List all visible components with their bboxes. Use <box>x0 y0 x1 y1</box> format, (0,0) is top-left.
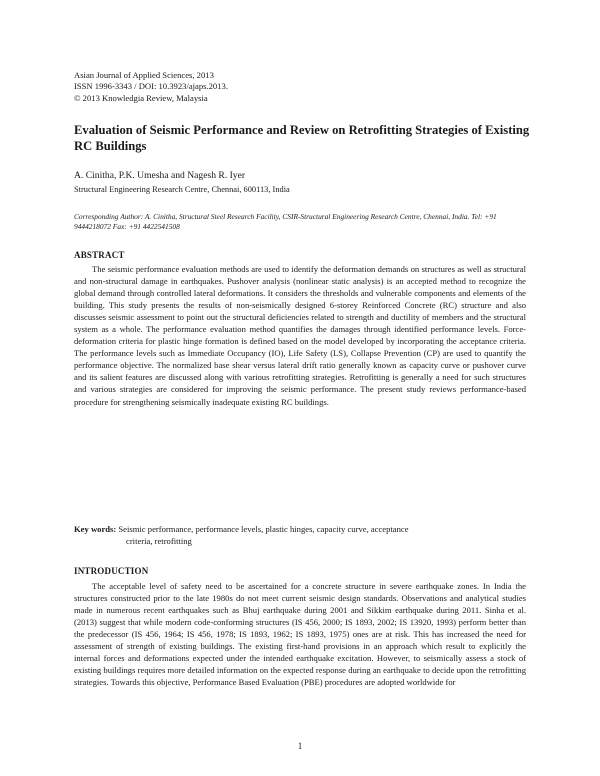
introduction-text: The acceptable level of safety need to be ascertained for a concrete structure in severe earthquake zones. In India the structures constructed prior to the late 1980s do not meet current seismic design standards. Observations and analytical studies made in numerous recent earthquakes such as Bhuj earthquake during 2001 and Sikkim earthquake during 2011. Sinha et al. (2013) suggest that while modern code-conforming structures (IS 456, 2000; IS 1893, 2002; IS 13920, 1993) perform better than the predecessor (IS 456, 1964; IS 456, 1978; IS 1893, 1962; IS 1893, 1975) ones are at risk. This has increased the need for assessment of strength of existing buildings. The existing first-hand provisions in an approach which result to explicitly the internal forces and deformations expected under the intended earthquake excitation. However, to seismically assess a stock of existing buildings requires more detailed information on the expected response during an earthquake to decide upon the retrofitting strategies. Towards this objective, Performance Based Evaluation (PBE) procedures are adopted worldwide for <box>74 581 526 688</box>
journal-header <box>74 70 228 104</box>
journal-name: Asian Journal of Applied Sciences, 2013 <box>74 70 214 80</box>
copyright: © 2013 Knowledgia Review, Malaysia <box>74 92 208 103</box>
page-number: 1 <box>297 741 303 751</box>
keywords-text-cont: criteria, retrofitting <box>126 536 192 546</box>
issn-doi: ISSN 1996-3343 / DOI: 10.3923/ajaps.2013. <box>74 81 228 92</box>
keywords <box>74 523 526 547</box>
paper-title: Evaluation of Seismic Performance and Review on Retrofitting Strategies of Existing RC Buildings <box>74 123 530 153</box>
introduction-heading: INTRODUCTION <box>74 566 149 576</box>
affiliation: Structural Engineering Research Centre, Chennai, 600113, India <box>74 185 290 194</box>
authors: A. Cinitha, P.K. Umesha and Nagesh R. Iyer <box>74 170 246 181</box>
keywords-label: Key words: <box>74 524 117 534</box>
corresponding-author: Corresponding Author: A. Cinitha, Structural Steel Research Facility, CSIR-Structural Engineering Research Centre, Chennai, India. Tel: +91 9444218072 Fax: +91 4422541508 <box>74 212 497 232</box>
abstract-text: The seismic performance evaluation methods are used to identify the deformation demands on structures as well as structural and non-structural damage in earthquakes. Pushover analysis (nonlinear static analysis) is an accepted method to recognize the global demand through controlled lateral deformations. It considers the thresholds and vulnerable components and elements of the building. This study presents the results of non-seismically designed 6-storey Reinforced Concrete (RC) structure and also discusses seismic assessment to point out the structural deficiencies related to strength and ductility of members and the structural system as a whole. The performance evaluation method quantifies the damages through identified performance levels. Force-deformation criteria for plastic hinge formation is defined based on the model developed by incorporating the acceptance criteria. The performance levels such as Immediate Occupancy (IO), Life Safety (LS), Collapse Prevention (CP) are used to quantify the performance objective. The normalized base shear versus lateral drift ratio generally known as capacity curve or pushover curve and its salient features are discussed along with various retrofitting strategies. Retrofitting is generally a need for such structures and various strategies are considered for improving the seismic performance. The present study reviews performance-based procedure for strengthening seismically inadequate existing RC buildings. <box>74 264 526 407</box>
keywords-text: Seismic performance, performance levels, plastic hinges, capacity curve, acceptance <box>118 524 409 534</box>
abstract-heading: ABSTRACT <box>74 250 125 260</box>
